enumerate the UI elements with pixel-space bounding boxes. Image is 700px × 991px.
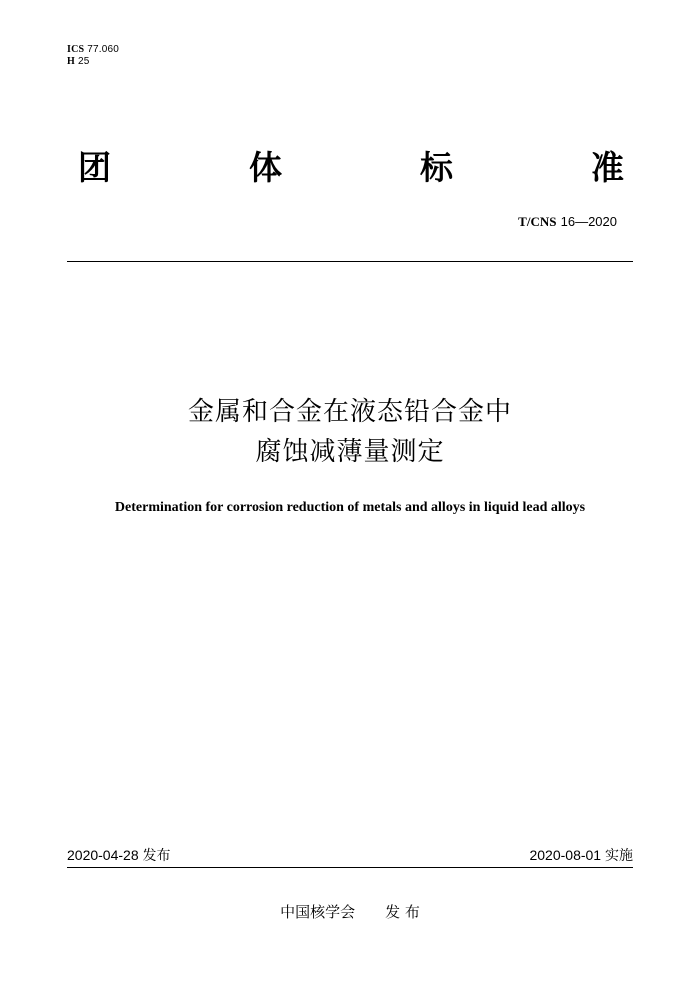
standard-type-char-2: 体 <box>249 147 282 187</box>
standard-type-char-1: 团 <box>78 147 111 187</box>
bottom-divider <box>67 867 633 868</box>
classification-codes <box>67 44 119 68</box>
chinese-title-line-2: 腐蚀减薄量测定 <box>255 437 445 467</box>
h-line <box>67 56 119 68</box>
chinese-title-line-1: 金属和合金在液态铅合金中 <box>187 397 512 427</box>
standard-type-char-4: 准 <box>591 147 624 187</box>
standard-code-number: 16—2020 <box>560 214 617 229</box>
h-code: 25 <box>77 56 90 67</box>
chinese-title <box>0 392 700 472</box>
ics-code: 77.060 <box>87 44 120 55</box>
publisher-action: 发 布 <box>385 903 420 921</box>
h-label: H <box>67 56 75 67</box>
top-divider <box>67 261 633 262</box>
standard-code <box>518 214 617 231</box>
standard-type-char-3: 标 <box>420 147 453 187</box>
standard-type-heading <box>78 142 624 188</box>
publisher-line <box>0 902 700 922</box>
ics-line <box>67 44 119 56</box>
ics-label: ICS <box>67 44 85 55</box>
standard-code-prefix: T/CNS <box>518 214 557 229</box>
implementation-date: 2020-08-01 实施 <box>529 847 633 863</box>
publisher-name: 中国核学会 <box>280 903 356 921</box>
issue-date: 2020-04-28 发布 <box>67 847 171 863</box>
english-title: Determination for corrosion reduction of metals and alloys in liquid lead alloys <box>114 500 586 515</box>
